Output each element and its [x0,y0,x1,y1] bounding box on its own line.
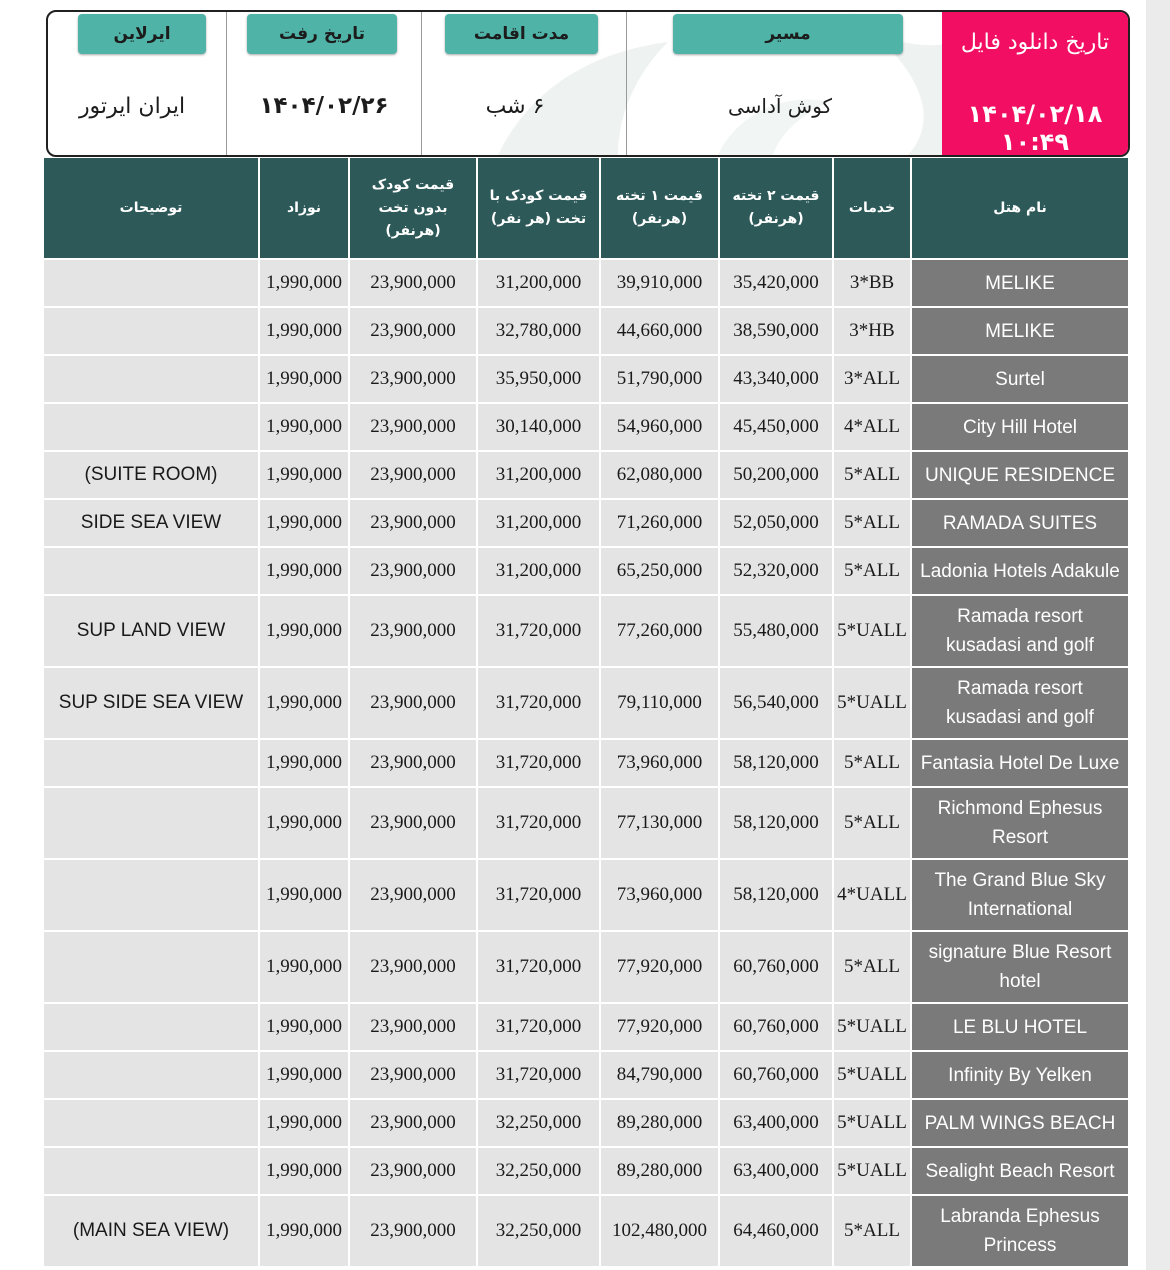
cell-service: 3*ALL [834,356,910,402]
cell-double: 64,460,000 [720,1196,832,1266]
airline-label: ایرلاین [78,14,206,54]
cell-child-bed: 31,200,000 [478,452,599,498]
cell-service: 3*HB [834,308,910,354]
cell-double: 45,450,000 [720,404,832,450]
table-row [44,740,1128,786]
cell-single: 102,480,000 [601,1196,718,1266]
departure-value: ۱۴۰۴/۰۲/۲۶ [259,93,389,119]
cell-child-bed: 31,200,000 [478,548,599,594]
cell-infant: 1,990,000 [260,308,348,354]
table-row [44,500,1128,546]
cell-infant: 1,990,000 [260,404,348,450]
route-label: مسیر [673,14,903,54]
cell-notes [44,404,258,450]
airline-value: ایران ایرتور [78,93,186,119]
cell-service: 3*BB [834,260,910,306]
page-edge [1146,0,1170,1270]
cell-service: 5*ALL [834,548,910,594]
cell-infant: 1,990,000 [260,1148,348,1194]
cell-double: 55,480,000 [720,596,832,666]
cell-single: 77,920,000 [601,932,718,1002]
cell-notes [44,356,258,402]
cell-hotel: MELIKE [912,308,1128,354]
cell-notes [44,1100,258,1146]
download-date-label: تاریخ دانلود فایل [960,30,1110,55]
cell-child-nobed: 23,900,000 [350,1052,476,1098]
cell-child-nobed: 23,900,000 [350,452,476,498]
cell-child-bed: 32,250,000 [478,1100,599,1146]
cell-child-nobed: 23,900,000 [350,668,476,738]
cell-notes [44,860,258,930]
cell-infant: 1,990,000 [260,668,348,738]
cell-child-nobed: 23,900,000 [350,548,476,594]
cell-service: 5*ALL [834,740,910,786]
cell-child-nobed: 23,900,000 [350,932,476,1002]
route-section [627,12,942,155]
cell-infant: 1,990,000 [260,788,348,858]
cell-service: 5*ALL [834,500,910,546]
table-row [44,1052,1128,1098]
column-header-hotel: نام هتل [912,158,1128,258]
cell-child-bed: 30,140,000 [478,404,599,450]
cell-single: 73,960,000 [601,740,718,786]
cell-child-nobed: 23,900,000 [350,1196,476,1266]
cell-notes: SUP SIDE SEA VIEW [44,668,258,738]
cell-infant: 1,990,000 [260,740,348,786]
cell-hotel: Ramada resort kusadasi and golf [912,668,1128,738]
cell-child-nobed: 23,900,000 [350,260,476,306]
cell-hotel: Infinity By Yelken [912,1052,1128,1098]
cell-single: 84,790,000 [601,1052,718,1098]
cell-child-bed: 31,720,000 [478,668,599,738]
column-header-infant: نوزاد [260,158,348,258]
cell-hotel: LE BLU HOTEL [912,1004,1128,1050]
cell-child-nobed: 23,900,000 [350,404,476,450]
cell-single: 71,260,000 [601,500,718,546]
cell-child-nobed: 23,900,000 [350,308,476,354]
stay-section [422,12,626,155]
cell-infant: 1,990,000 [260,356,348,402]
table-row [44,308,1128,354]
cell-double: 50,200,000 [720,452,832,498]
cell-service: 5*ALL [834,452,910,498]
cell-single: 54,960,000 [601,404,718,450]
cell-service: 5*UALL [834,1052,910,1098]
cell-service: 5*UALL [834,1004,910,1050]
cell-child-nobed: 23,900,000 [350,500,476,546]
cell-single: 73,960,000 [601,860,718,930]
cell-hotel: Ladonia Hotels Adakule [912,548,1128,594]
cell-notes [44,932,258,1002]
table-row [44,452,1128,498]
table-row [44,596,1128,666]
cell-infant: 1,990,000 [260,1052,348,1098]
column-header-child-nobed: قیمت کودک بدون تخت (هرنفر) [350,158,476,258]
cell-hotel: UNIQUE RESIDENCE [912,452,1128,498]
cell-service: 5*ALL [834,1196,910,1266]
table-row [44,356,1128,402]
cell-child-nobed: 23,900,000 [350,1004,476,1050]
cell-service: 5*UALL [834,668,910,738]
table-row [44,548,1128,594]
departure-label: تاریخ رفت [247,14,397,54]
cell-hotel: signature Blue Resort hotel [912,932,1128,1002]
table-row [44,1004,1128,1050]
cell-child-bed: 31,720,000 [478,740,599,786]
cell-hotel: RAMADA SUITES [912,500,1128,546]
cell-child-bed: 31,200,000 [478,260,599,306]
cell-double: 60,760,000 [720,1052,832,1098]
cell-child-bed: 31,720,000 [478,1052,599,1098]
cell-single: 77,130,000 [601,788,718,858]
departure-section [227,12,421,155]
cell-service: 5*UALL [834,596,910,666]
cell-child-bed: 31,720,000 [478,860,599,930]
cell-notes [44,548,258,594]
table-row [44,1148,1128,1194]
cell-double: 58,120,000 [720,788,832,858]
cell-service: 5*UALL [834,1100,910,1146]
cell-child-bed: 32,250,000 [478,1148,599,1194]
cell-infant: 1,990,000 [260,260,348,306]
cell-notes [44,1004,258,1050]
cell-single: 77,920,000 [601,1004,718,1050]
cell-service: 4*ALL [834,404,910,450]
cell-single: 62,080,000 [601,452,718,498]
cell-hotel: Ramada resort kusadasi and golf [912,596,1128,666]
cell-double: 38,590,000 [720,308,832,354]
cell-child-nobed: 23,900,000 [350,356,476,402]
cell-child-bed: 35,950,000 [478,356,599,402]
cell-child-nobed: 23,900,000 [350,740,476,786]
table-row [44,788,1128,858]
cell-child-bed: 31,200,000 [478,500,599,546]
cell-notes: SUP LAND VIEW [44,596,258,666]
cell-service: 4*UALL [834,860,910,930]
cell-child-nobed: 23,900,000 [350,860,476,930]
cell-hotel: The Grand Blue Sky International [912,860,1128,930]
stay-label: مدت اقامت [445,14,598,54]
column-header-double: قیمت ۲ تخته (هرنفر) [720,158,832,258]
cell-service: 5*ALL [834,788,910,858]
cell-hotel: MELIKE [912,260,1128,306]
column-header-notes: توضیحات [44,158,258,258]
download-date-value: ۱۴۰۴/۰۲/۱۸ ۱۰:۴۹ [967,100,1103,156]
cell-double: 63,400,000 [720,1100,832,1146]
cell-child-nobed: 23,900,000 [350,1148,476,1194]
cell-child-bed: 31,720,000 [478,788,599,858]
column-header-service: خدمات [834,158,910,258]
cell-notes [44,740,258,786]
table-row [44,260,1128,306]
cell-double: 35,420,000 [720,260,832,306]
table-row [44,1100,1128,1146]
cell-infant: 1,990,000 [260,1196,348,1266]
cell-child-bed: 32,250,000 [478,1196,599,1266]
download-date-badge [942,12,1128,155]
cell-single: 77,260,000 [601,596,718,666]
table-row [44,1196,1128,1266]
cell-hotel: PALM WINGS BEACH [912,1100,1128,1146]
cell-single: 89,280,000 [601,1100,718,1146]
cell-double: 60,760,000 [720,932,832,1002]
cell-notes [44,308,258,354]
stay-value: ۶ شب [485,93,545,119]
cell-infant: 1,990,000 [260,1004,348,1050]
cell-single: 65,250,000 [601,548,718,594]
cell-double: 52,320,000 [720,548,832,594]
cell-service: 5*UALL [834,1148,910,1194]
cell-infant: 1,990,000 [260,932,348,1002]
cell-service: 5*ALL [834,932,910,1002]
cell-hotel: Labranda Ephesus Princess [912,1196,1128,1266]
cell-child-bed: 31,720,000 [478,1004,599,1050]
cell-single: 44,660,000 [601,308,718,354]
cell-infant: 1,990,000 [260,548,348,594]
airline-section [48,12,226,155]
cell-child-nobed: 23,900,000 [350,596,476,666]
table-row [44,932,1128,1002]
cell-hotel: Richmond Ephesus Resort [912,788,1128,858]
column-header-single: قیمت ۱ تخته (هرنفر) [601,158,718,258]
cell-notes [44,788,258,858]
cell-single: 79,110,000 [601,668,718,738]
cell-infant: 1,990,000 [260,860,348,930]
cell-notes [44,260,258,306]
cell-notes: (MAIN SEA VIEW) [44,1196,258,1266]
cell-double: 60,760,000 [720,1004,832,1050]
cell-double: 58,120,000 [720,860,832,930]
cell-hotel: City Hill Hotel [912,404,1128,450]
cell-single: 89,280,000 [601,1148,718,1194]
cell-child-nobed: 23,900,000 [350,788,476,858]
cell-hotel: Surtel [912,356,1128,402]
table-row [44,404,1128,450]
cell-notes: (SUITE ROOM) [44,452,258,498]
cell-child-bed: 31,720,000 [478,596,599,666]
cell-child-nobed: 23,900,000 [350,1100,476,1146]
cell-infant: 1,990,000 [260,500,348,546]
table-row [44,668,1128,738]
cell-single: 39,910,000 [601,260,718,306]
cell-hotel: Sealight Beach Resort [912,1148,1128,1194]
cell-infant: 1,990,000 [260,596,348,666]
trip-summary-card [46,10,1130,157]
column-header-child-bed: قیمت کودک با تخت (هر نفر) [478,158,599,258]
cell-double: 43,340,000 [720,356,832,402]
cell-double: 58,120,000 [720,740,832,786]
cell-notes: SIDE SEA VIEW [44,500,258,546]
table-row [44,860,1128,930]
table-header-row [44,158,1128,258]
route-value: کوش آداسی [727,94,833,118]
cell-double: 56,540,000 [720,668,832,738]
cell-child-bed: 32,780,000 [478,308,599,354]
cell-hotel: Fantasia Hotel De Luxe [912,740,1128,786]
cell-double: 52,050,000 [720,500,832,546]
cell-double: 63,400,000 [720,1148,832,1194]
cell-single: 51,790,000 [601,356,718,402]
cell-notes [44,1148,258,1194]
cell-infant: 1,990,000 [260,452,348,498]
cell-notes [44,1052,258,1098]
cell-infant: 1,990,000 [260,1100,348,1146]
cell-child-bed: 31,720,000 [478,932,599,1002]
